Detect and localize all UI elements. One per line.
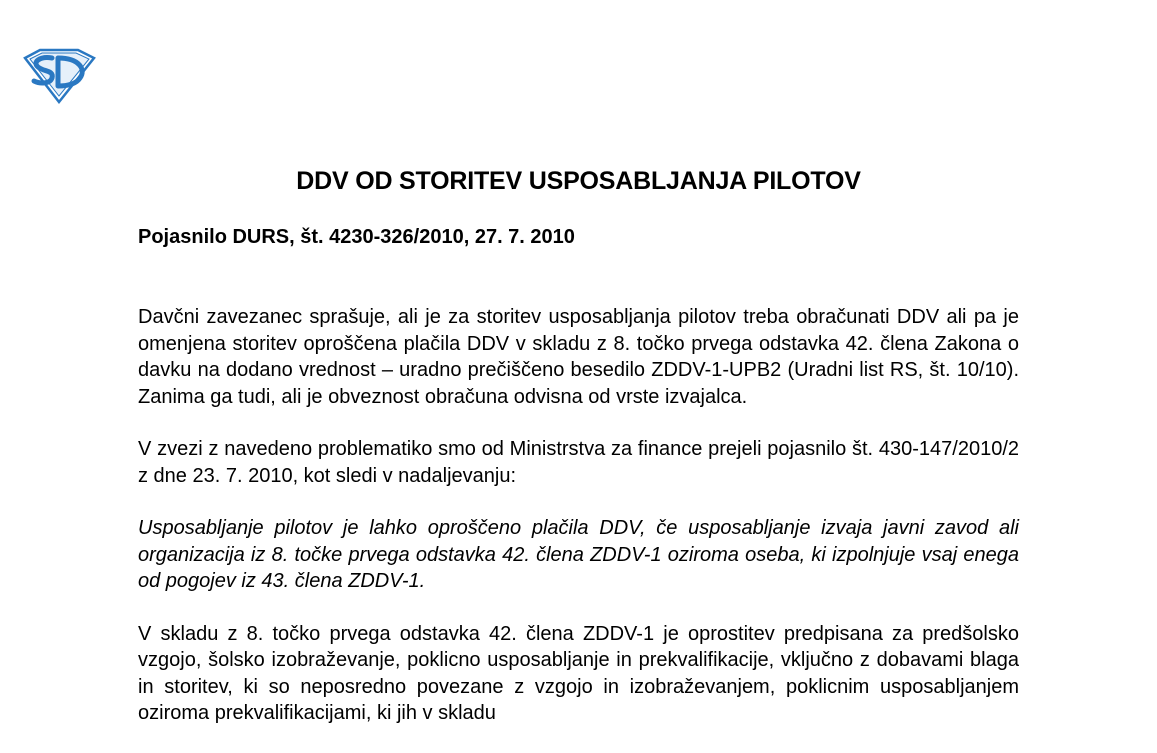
logo — [22, 48, 96, 104]
paragraph-context: V zvezi z navedeno problematiko smo od Ministrstva za finance prejeli pojasnilo št. 430-147/2010/2 z dne 23. 7. 2010, kot sledi v nadaljevanju: — [138, 438, 1019, 487]
document-subtitle: Pojasnilo DURS, št. 4230-326/2010, 27. 7. 2010 — [138, 226, 575, 248]
sd-logo-icon — [22, 48, 96, 104]
document-title: DDV OD STORITEV USPOSABLJANJA PILOTOV — [296, 167, 861, 195]
paragraph-question: Davčni zavezanec sprašuje, ali je za storitev usposabljanja pilotov treba obračunati DDV ali pa je omenjena storitev oproščena plačila DDV v skladu z 8. točko prvega odstavka 42. člena Zakona o davku na dodano vrednost – uradno prečiščeno besedilo ZDDV-1-UPB2 (Uradni list RS, št. 10/10). Zanima ga tudi, ali je obveznost obračuna odvisna od vrste izvajalca. — [138, 306, 1019, 408]
document-body — [138, 304, 1019, 753]
logo-text: SD — [22, 48, 24, 49]
paragraph-legal-basis: V skladu z 8. točko prvega odstavka 42. člena ZDDV-1 je oprostitev predpisana za predšolsko vzgojo, šolsko izobraževanje, poklicno usposabljanje in prekvalifikacije, vključno z dobavami blaga in storitev, ki so neposredno povezane z vzgojo in izobraževanjem, poklicnim usposabljanjem oziroma prekvalifikacijami, ki jih v skladu — [138, 622, 1019, 724]
paragraph-ministry-answer: Usposabljanje pilotov je lahko oproščeno plačila DDV, če usposabljanje izvaja javni zavod ali organizacija iz 8. točke prvega odstavka 42. člena ZDDV-1 oziroma oseba, ki izpolnjuje vsaj enega od pogojev iz 43. člena ZDDV-1. — [138, 517, 1019, 592]
